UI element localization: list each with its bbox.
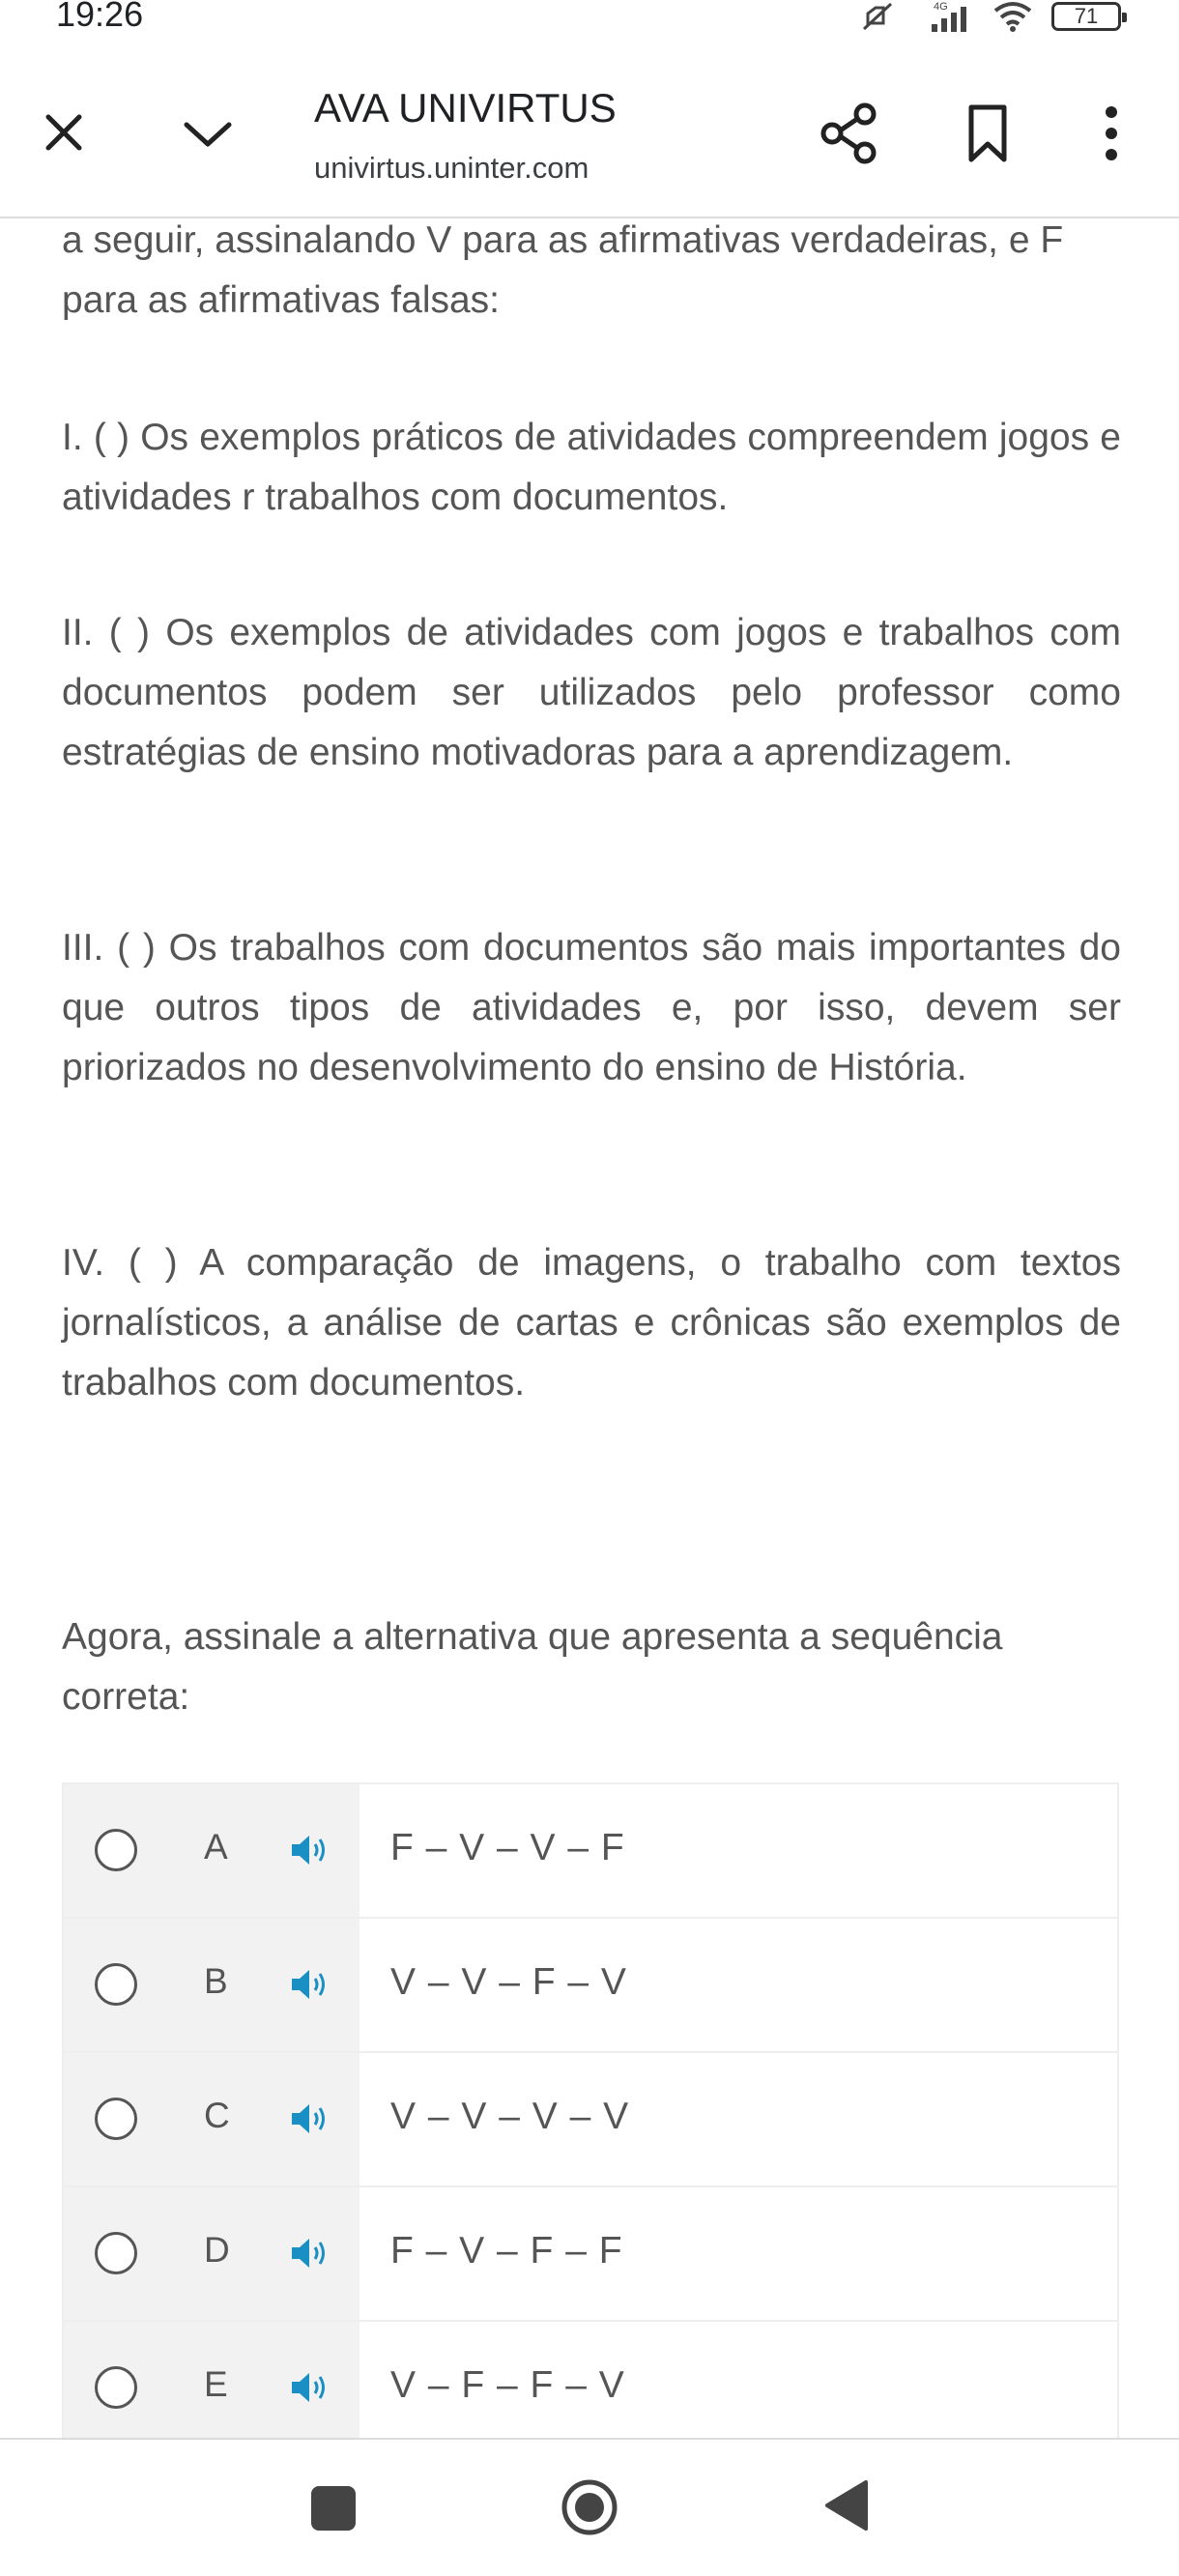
option-row[interactable]: [64, 2322, 1117, 2456]
signal-icon: [922, 1, 974, 32]
statement-2: II. ( ) Os exemplos de atividades com jogos e trabalhos com documentos podem ser utilizados pelo professor como estratégias de ensino motivadoras para a aprendizagem.: [62, 612, 1121, 773]
home-icon[interactable]: [559, 2476, 620, 2538]
option-radio[interactable]: [95, 2366, 137, 2409]
speaker-icon[interactable]: [290, 1967, 332, 2002]
network-type: 4G: [934, 1, 948, 13]
option-letter: D: [204, 2230, 230, 2270]
recents-icon[interactable]: [311, 2486, 356, 2531]
statement-3: III. ( ) Os trabalhos com documentos são mais importantes do que outros tipos de atividades e, por isso, devem ser priorizados no desenvolvimento do ensino de História.: [62, 927, 1121, 1088]
option-text: V – F – F – V: [390, 2364, 625, 2406]
share-icon: [815, 100, 882, 167]
option-row[interactable]: [64, 2187, 1117, 2322]
option-text: F – V – F – F: [390, 2230, 623, 2272]
answer-options: [62, 1782, 1119, 2458]
more-menu-button[interactable]: [1092, 97, 1131, 170]
share-button[interactable]: [812, 97, 885, 170]
option-text: V – V – V – V: [390, 2096, 630, 2137]
option-row[interactable]: [64, 1919, 1117, 2053]
more-vert-icon: [1102, 104, 1121, 162]
bookmark-button[interactable]: [957, 97, 1019, 170]
option-text: F – V – V – F: [390, 1827, 625, 1868]
option-radio[interactable]: [95, 2098, 137, 2140]
battery-level: 71: [1074, 4, 1099, 28]
statement-1: I. ( ) Os exemplos práticos de atividades compreendem jogos e atividades r trabalhos com documentos.: [62, 417, 1121, 518]
option-radio[interactable]: [95, 1963, 137, 2006]
option-letter: E: [204, 2364, 228, 2404]
option-radio[interactable]: [95, 2232, 137, 2274]
page-url[interactable]: univirtus.uninter.com: [314, 151, 590, 185]
option-controls: [64, 2322, 359, 2454]
question-intro: a seguir, assinalando V para as afirmativas verdadeiras, e F para as afirmativas falsas:: [62, 219, 1064, 321]
option-letter: A: [204, 1827, 228, 1867]
wifi-icon: [992, 1, 1034, 32]
navigation-bar: [0, 2438, 1179, 2576]
status-time: 19:26: [56, 0, 144, 34]
speaker-icon[interactable]: [290, 1833, 332, 1867]
question-prompt: Agora, assinale a alternativa que apresenta a sequência correta:: [62, 1616, 1003, 1718]
option-text: V – V – F – V: [390, 1961, 627, 2003]
option-letter: C: [204, 2096, 230, 2135]
status-bar: [0, 0, 1179, 39]
bookmark-icon: [963, 101, 1012, 165]
status-icons: [862, 0, 1121, 33]
page-title: AVA UNIVIRTUS: [314, 85, 617, 130]
option-radio[interactable]: [95, 1829, 137, 1871]
option-letter: B: [204, 1961, 228, 2001]
browser-toolbar: [0, 39, 1179, 218]
speaker-icon[interactable]: [290, 2101, 332, 2136]
option-row[interactable]: [64, 1784, 1117, 1919]
option-controls: [64, 2053, 359, 2185]
chevron-down-icon: [177, 103, 239, 165]
close-button[interactable]: [35, 99, 93, 166]
battery-icon: [1051, 2, 1121, 31]
option-controls: [64, 1919, 359, 2051]
option-controls: [64, 1784, 359, 1917]
expand-button[interactable]: [174, 101, 242, 168]
speaker-icon[interactable]: [290, 2370, 332, 2405]
back-icon[interactable]: [823, 2478, 870, 2533]
option-controls: [64, 2187, 359, 2320]
statement-4: IV. ( ) A comparação de imagens, o trabalho com textos jornalísticos, a análise de cartas e crônicas são exemplos de trabalhos com documentos.: [62, 1242, 1121, 1404]
option-row[interactable]: [64, 2053, 1117, 2187]
close-icon: [35, 103, 93, 161]
speaker-icon[interactable]: [290, 2236, 332, 2271]
mute-icon: [862, 2, 905, 31]
